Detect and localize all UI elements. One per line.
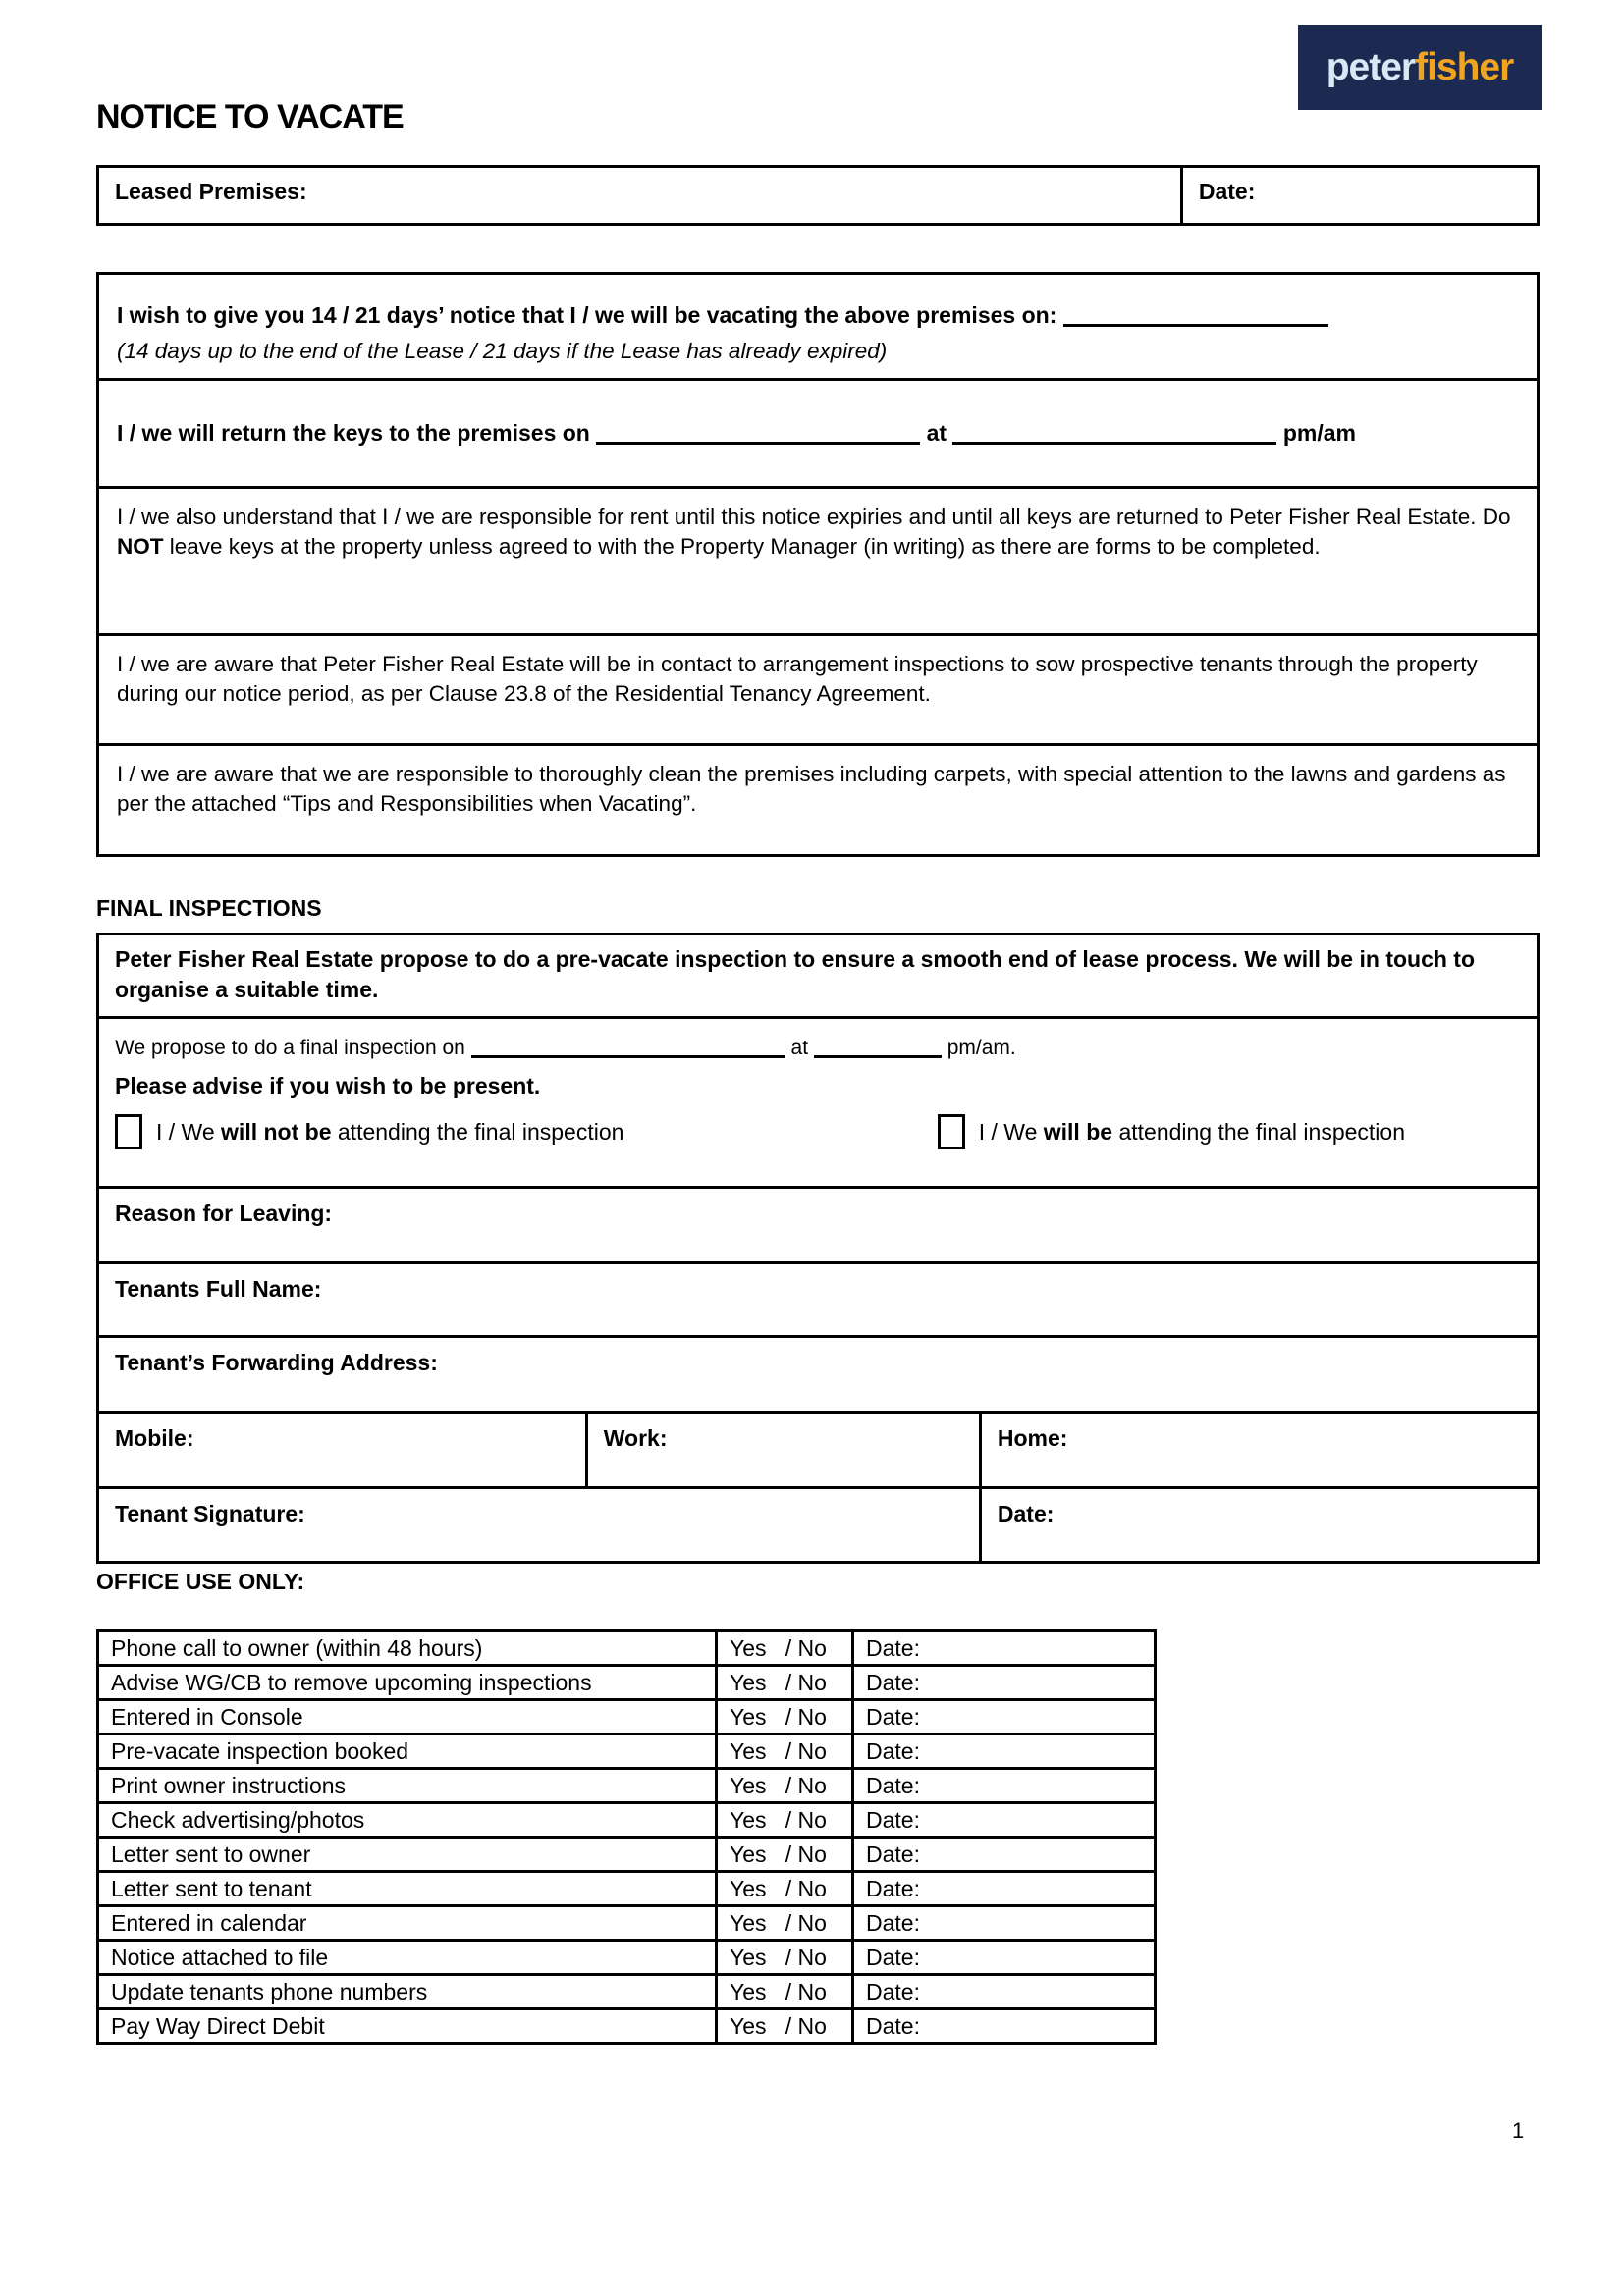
rent-text-post: leave keys at the property unless agreed to with the Property Manager (in writing) as there are forms to be completed.: [163, 534, 1321, 560]
office-date-cell[interactable]: Date:: [853, 1769, 1156, 1803]
cleaning-awareness-row: I / we are aware that we are responsible to thoroughly clean the premises including carpets, with special attention to the lawns and gardens as per the attached “Tips and Responsibilities when Vacating”.: [99, 743, 1537, 854]
office-date-cell[interactable]: Date:: [853, 1906, 1156, 1941]
forwarding-address-cell[interactable]: [99, 1335, 1537, 1411]
office-task-cell: Entered in Console: [98, 1700, 717, 1735]
notice-terms-box: [96, 272, 1540, 857]
table-row: [98, 1975, 1156, 2009]
page-number: 1: [1512, 2118, 1525, 2143]
attendance-options-row: [115, 1114, 1521, 1149]
office-use-only-heading: OFFICE USE ONLY:: [96, 1569, 305, 1594]
give-notice-row: [99, 275, 1537, 378]
reason-for-leaving-label: Reason for Leaving:: [115, 1201, 333, 1226]
final-inspection-at: at: [790, 1037, 809, 1059]
office-use-checklist-table: [96, 1629, 1157, 2045]
phone-numbers-row: [99, 1411, 1537, 1486]
tenant-signature-label: Tenant Signature:: [115, 1501, 305, 1526]
final-inspections-heading: FINAL INSPECTIONS: [96, 895, 322, 921]
office-task-cell: Print owner instructions: [98, 1769, 717, 1803]
logo-text-peter: peter: [1326, 45, 1416, 88]
return-keys-text: I / we will return the keys to the premises on: [117, 420, 590, 447]
office-yes-no-cell[interactable]: Yes / No: [717, 1769, 853, 1803]
final-inspection-schedule-row: [99, 1016, 1537, 1186]
final-inspection-box: [96, 933, 1540, 1564]
home-label: Home:: [997, 1425, 1068, 1451]
return-keys-row: [99, 378, 1537, 486]
leased-premises-cell[interactable]: [99, 168, 1183, 223]
office-yes-no-cell[interactable]: Yes / No: [717, 1838, 853, 1872]
table-row: [98, 1872, 1156, 1906]
office-yes-no-cell[interactable]: Yes / No: [717, 1666, 853, 1700]
office-task-cell: Update tenants phone numbers: [98, 1975, 717, 2009]
table-row: [98, 1769, 1156, 1803]
office-yes-no-cell[interactable]: Yes / No: [717, 1872, 853, 1906]
inspections-awareness-row: I / we are aware that Peter Fisher Real Estate will be in contact to arrangement inspections to sow prospective tenants through the property during our notice period, as per Clause 23.8 of the Residential Tenancy Agreement.: [99, 633, 1537, 743]
work-label: Work:: [603, 1425, 668, 1451]
office-date-cell[interactable]: Date:: [853, 1838, 1156, 1872]
will-not-attend-checkbox[interactable]: [115, 1114, 142, 1149]
signature-date-label: Date:: [997, 1501, 1055, 1526]
office-date-cell[interactable]: Date:: [853, 1631, 1156, 1666]
signature-date-cell[interactable]: [982, 1489, 1537, 1561]
final-inspection-text: We propose to do a final inspection on: [115, 1037, 465, 1059]
table-row: [98, 1735, 1156, 1769]
mobile-cell[interactable]: [99, 1414, 588, 1486]
office-task-cell: Pay Way Direct Debit: [98, 2009, 717, 2044]
give-notice-note: (14 days up to the end of the Lease / 21 days if the Lease has already expired): [117, 339, 888, 364]
forwarding-address-label: Tenant’s Forwarding Address:: [115, 1350, 438, 1375]
office-task-cell: Pre-vacate inspection booked: [98, 1735, 717, 1769]
keys-date-blank[interactable]: [596, 422, 920, 445]
notice-date-cell[interactable]: [1183, 168, 1537, 223]
tenants-full-name-label: Tenants Full Name:: [115, 1276, 322, 1302]
office-date-cell[interactable]: Date:: [853, 1735, 1156, 1769]
give-notice-text: I wish to give you 14 / 21 days’ notice that I / we will be vacating the above premises on:: [117, 302, 1057, 328]
office-yes-no-cell[interactable]: Yes / No: [717, 1803, 853, 1838]
will-attend-option: [938, 1114, 1405, 1149]
rent-text-not: NOT: [117, 534, 164, 560]
return-keys-ampm: pm/am: [1282, 420, 1357, 447]
table-row: [98, 1838, 1156, 1872]
logo-text-fisher: fisher: [1415, 45, 1514, 88]
office-task-cell: Check advertising/photos: [98, 1803, 717, 1838]
page-title: NOTICE TO VACATE: [96, 98, 404, 135]
office-yes-no-cell[interactable]: Yes / No: [717, 1631, 853, 1666]
vacate-date-blank[interactable]: [1063, 305, 1328, 328]
will-attend-label: I / We will be attending the final inspection: [978, 1118, 1405, 1145]
table-row: [98, 2009, 1156, 2044]
office-yes-no-cell[interactable]: Yes / No: [717, 1735, 853, 1769]
office-date-cell[interactable]: Date:: [853, 1872, 1156, 1906]
office-yes-no-cell[interactable]: Yes / No: [717, 1941, 853, 1975]
office-date-cell[interactable]: Date:: [853, 1941, 1156, 1975]
reason-for-leaving-cell[interactable]: [99, 1186, 1537, 1261]
office-yes-no-cell[interactable]: Yes / No: [717, 1975, 853, 2009]
final-inspection-ampm: pm/am.: [947, 1037, 1016, 1059]
keys-time-blank[interactable]: [952, 422, 1276, 445]
office-yes-no-cell[interactable]: Yes / No: [717, 1906, 853, 1941]
final-inspection-date-blank[interactable]: [471, 1038, 785, 1058]
office-yes-no-cell[interactable]: Yes / No: [717, 2009, 853, 2044]
office-task-cell: Phone call to owner (within 48 hours): [98, 1631, 717, 1666]
office-date-cell[interactable]: Date:: [853, 1803, 1156, 1838]
advise-present-text: Please advise if you wish to be present.: [115, 1073, 541, 1099]
table-row: [98, 1906, 1156, 1941]
office-task-cell: Notice attached to file: [98, 1941, 717, 1975]
office-date-cell[interactable]: Date:: [853, 1666, 1156, 1700]
leased-premises-table: [96, 165, 1540, 226]
notice-date-label: Date:: [1198, 179, 1256, 204]
peter-fisher-logo: [1298, 25, 1542, 110]
tenant-signature-cell[interactable]: [99, 1489, 982, 1561]
pre-vacate-proposal-row: Peter Fisher Real Estate propose to do a pre-vacate inspection to ensure a smooth end of lease process. We will be in touch to organise a suitable time.: [115, 946, 1476, 1002]
will-not-attend-option: [115, 1114, 938, 1149]
will-attend-checkbox[interactable]: [938, 1114, 965, 1149]
office-task-cell: Letter sent to tenant: [98, 1872, 717, 1906]
office-task-cell: Letter sent to owner: [98, 1838, 717, 1872]
return-keys-at: at: [926, 420, 947, 447]
final-inspection-time-blank[interactable]: [814, 1038, 942, 1058]
tenants-full-name-cell[interactable]: [99, 1261, 1537, 1335]
office-date-cell[interactable]: Date:: [853, 1700, 1156, 1735]
mobile-label: Mobile:: [115, 1425, 194, 1451]
office-date-cell[interactable]: Date:: [853, 1975, 1156, 2009]
table-row: [98, 1941, 1156, 1975]
rent-text-pre: I / we also understand that I / we are responsible for rent until this notice expiries and until all keys are returned to Peter Fisher Real Estate. Do: [117, 505, 1511, 529]
office-yes-no-cell[interactable]: Yes / No: [717, 1700, 853, 1735]
leased-premises-label: Leased Premises:: [115, 179, 307, 204]
table-row: [98, 1631, 1156, 1666]
office-date-cell[interactable]: Date:: [853, 2009, 1156, 2044]
signature-row: [99, 1486, 1537, 1561]
table-row: [98, 1803, 1156, 1838]
office-task-cell: Entered in calendar: [98, 1906, 717, 1941]
office-task-cell: Advise WG/CB to remove upcoming inspections: [98, 1666, 717, 1700]
will-not-attend-label: I / We will not be attending the final inspection: [156, 1118, 624, 1145]
home-cell[interactable]: [982, 1414, 1537, 1486]
work-cell[interactable]: [588, 1414, 982, 1486]
table-row: [98, 1700, 1156, 1735]
table-row: [98, 1666, 1156, 1700]
rent-responsibility-row: [99, 486, 1537, 633]
